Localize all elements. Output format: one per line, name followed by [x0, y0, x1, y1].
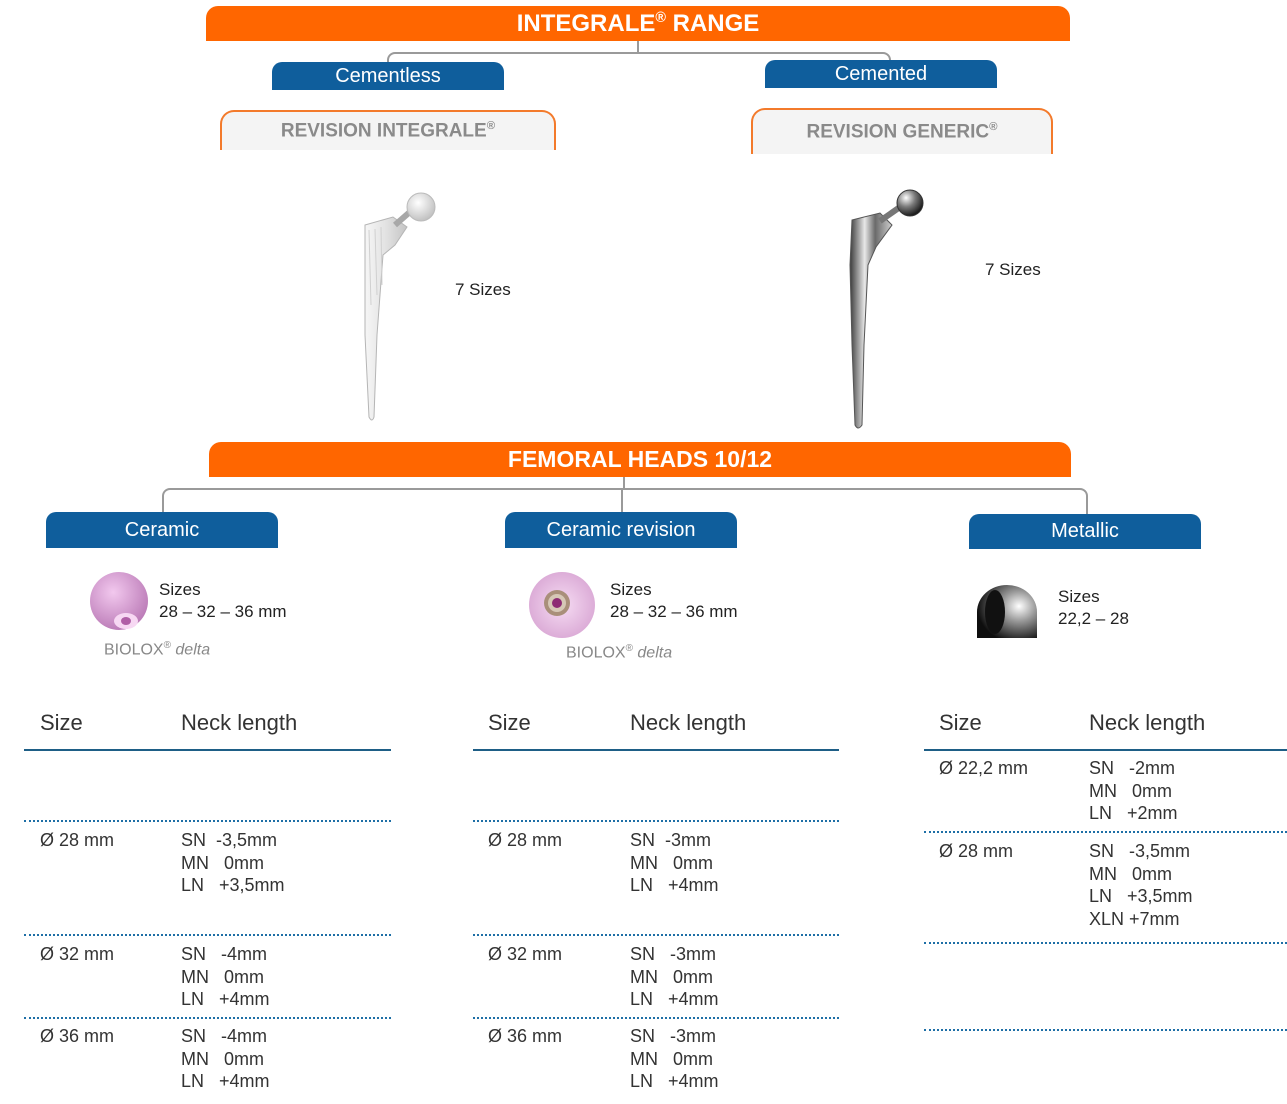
revision-integrale-stem-image — [355, 185, 445, 430]
tab-cemented — [765, 60, 997, 88]
ceramic-sizes-label: Sizes — [159, 580, 201, 599]
neck-value: LN +4mm — [630, 875, 719, 895]
ceramic-label: Ceramic — [124, 518, 200, 541]
ceramic-revision-sizes-label: Sizes — [610, 580, 652, 599]
ceramic-revision-label: Ceramic revision — [546, 518, 696, 541]
left-stem-sizes: 7 Sizes — [455, 280, 511, 299]
neck-value: SN -3mm — [630, 1026, 717, 1046]
neck-value: LN +2mm — [1089, 803, 1178, 823]
neck-value: SN -4mm — [181, 1026, 268, 1046]
revision-generic-stem-image — [840, 185, 935, 435]
table-row-neck — [181, 1025, 270, 1093]
metallic-head-image — [975, 582, 1039, 640]
neck-value: SN -3mm — [630, 830, 711, 850]
neck-value: XLN +7mm — [1089, 908, 1180, 929]
metallic-row-divider — [924, 1029, 1287, 1031]
ceramic-brand: BIOLOX® delta — [104, 640, 211, 659]
table-row-size: Ø 32 mm — [40, 944, 115, 964]
ceramic-sizes-value: 28 – 32 – 36 mm — [159, 602, 287, 621]
femoral-heads-title: FEMORAL HEADS 10/12 — [507, 446, 773, 472]
ceramic-neck-header: Neck length — [181, 710, 298, 735]
table-row-size: Ø 36 mm — [488, 1026, 563, 1046]
integrale-range-title: INTEGRALE® RANGE — [516, 9, 760, 37]
neck-value: SN -2mm — [1089, 758, 1176, 778]
table-row-size: Ø 28 mm — [40, 830, 115, 850]
metallic-size-header: Size — [939, 710, 982, 735]
neck-value: SN -3mm — [630, 944, 717, 964]
neck-value: LN +4mm — [630, 1071, 719, 1091]
neck-value: MN 0mm — [1089, 780, 1172, 801]
table-row-neck — [1089, 840, 1193, 930]
ceramic-revision-header-rule — [473, 749, 839, 751]
ceramic-header-rule — [24, 749, 391, 751]
neck-value: MN 0mm — [181, 966, 264, 987]
ceramic-revision-sizes — [610, 579, 738, 623]
table-row-neck — [630, 943, 719, 1011]
table-row-neck — [630, 829, 719, 897]
revision-generic-box — [751, 108, 1053, 154]
revision-integrale-box — [220, 110, 556, 150]
ceramic-revision-sizes-value: 28 – 32 – 36 mm — [610, 602, 738, 621]
metallic-sizes-label: Sizes — [1058, 587, 1100, 606]
ceramic-revision-head-image — [528, 571, 596, 639]
cemented-label: Cemented — [834, 62, 928, 85]
neck-value: LN +4mm — [630, 989, 719, 1009]
neck-value: MN 0mm — [630, 852, 713, 873]
revision-integrale-label: REVISION INTEGRALE® — [280, 119, 496, 142]
ceramic-row-divider — [24, 820, 391, 822]
ceramic-revision-neck-header: Neck length — [630, 710, 747, 735]
table-row-size: Ø 32 mm — [488, 944, 563, 964]
tab-ceramic — [46, 512, 278, 548]
ceramic-revision-row-divider — [473, 1017, 839, 1019]
metallic-row-divider — [924, 831, 1287, 833]
neck-value: SN -4mm — [181, 944, 268, 964]
metallic-sizes — [1058, 586, 1129, 630]
neck-value: SN -3,5mm — [1089, 841, 1191, 861]
ceramic-head-image — [88, 571, 150, 633]
ceramic-size-header: Size — [40, 710, 83, 735]
metallic-label: Metallic — [1051, 520, 1119, 542]
cementless-label: Cementless — [335, 64, 441, 87]
metallic-header-rule — [924, 749, 1287, 751]
table-row-neck — [181, 943, 270, 1011]
heads-connector — [162, 488, 1088, 514]
ceramic-revision-row-divider — [473, 934, 839, 936]
ceramic-sizes — [159, 579, 287, 623]
tab-metallic — [969, 514, 1201, 549]
ceramic-revision-size-header: Size — [488, 710, 531, 735]
tab-cementless — [272, 62, 504, 90]
neck-value: SN -3,5mm — [181, 830, 278, 850]
table-row-neck — [1089, 757, 1178, 825]
table-row-neck — [181, 829, 285, 897]
neck-value: LN +3,5mm — [181, 875, 285, 895]
right-stem-sizes: 7 Sizes — [985, 260, 1041, 279]
neck-value: MN 0mm — [181, 852, 264, 873]
table-row-size: Ø 36 mm — [40, 1026, 115, 1046]
ceramic-revision-row-divider — [473, 820, 839, 822]
table-row-size: Ø 28 mm — [939, 841, 1014, 861]
neck-value: MN 0mm — [1089, 863, 1172, 884]
metallic-row-divider — [924, 942, 1287, 944]
integrale-range-banner — [206, 6, 1070, 41]
heads-connector-middle — [621, 488, 623, 512]
revision-generic-label: REVISION GENERIC® — [806, 120, 998, 143]
neck-value: LN +3,5mm — [1089, 886, 1193, 906]
neck-value: MN 0mm — [630, 966, 713, 987]
table-row-neck — [630, 1025, 719, 1093]
table-row-size: Ø 28 mm — [488, 830, 563, 850]
metallic-neck-header: Neck length — [1089, 710, 1206, 735]
neck-value: LN +4mm — [181, 1071, 270, 1091]
tab-ceramic-revision — [505, 512, 737, 548]
table-row-size: Ø 22,2 mm — [939, 758, 1029, 778]
ceramic-revision-brand: BIOLOX® delta — [566, 643, 673, 662]
neck-value: MN 0mm — [630, 1048, 713, 1069]
ceramic-row-divider — [24, 1017, 391, 1019]
ceramic-row-divider — [24, 934, 391, 936]
metallic-sizes-value: 22,2 – 28 — [1058, 609, 1129, 628]
femoral-heads-banner — [209, 442, 1071, 477]
neck-value: LN +4mm — [181, 989, 270, 1009]
neck-value: MN 0mm — [181, 1048, 264, 1069]
